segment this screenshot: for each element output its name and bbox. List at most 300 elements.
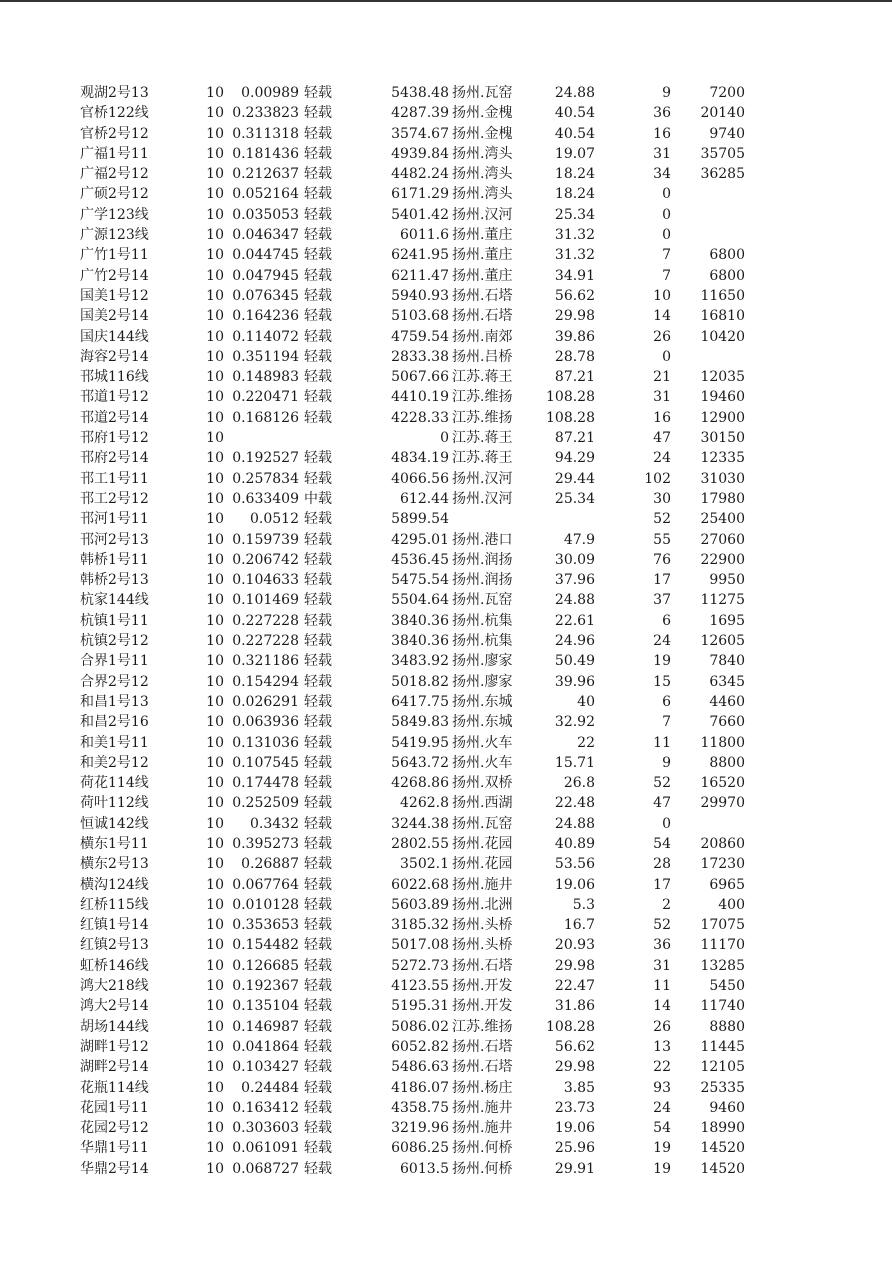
- value-cell: 6086.25: [391, 1140, 449, 1157]
- line-name-cell: 华鼎2号14: [80, 1160, 149, 1177]
- count-cell: 17: [653, 572, 671, 589]
- line-name-cell: 和美1号11: [80, 734, 149, 751]
- capacity-cell: 4460: [709, 693, 745, 710]
- length-cell: 22.47: [554, 978, 595, 995]
- table-row: [0, 1138, 892, 1158]
- length-cell: 34.91: [554, 267, 595, 284]
- line-name-cell: 和昌1号13: [80, 693, 149, 710]
- load-status-cell: 轻载: [304, 227, 332, 244]
- location-cell: 扬州.杨庄: [452, 1079, 513, 1096]
- load-status-cell: 轻载: [304, 835, 332, 852]
- load-rate-cell: 0.159739: [232, 531, 299, 548]
- length-cell: 25.34: [554, 206, 595, 223]
- value-cell: 5940.93: [391, 287, 449, 304]
- table-row: [0, 306, 892, 326]
- load-status-cell: 轻载: [304, 348, 332, 365]
- capacity-cell: 30150: [700, 430, 745, 447]
- load-rate-cell: 0.353653: [232, 917, 299, 934]
- value-cell: 6011.6: [400, 227, 449, 244]
- value-cell: 5018.82: [391, 673, 449, 690]
- voltage-cell: 10: [206, 227, 224, 244]
- value-cell: 4066.56: [391, 470, 449, 487]
- voltage-cell: 10: [206, 815, 224, 832]
- location-cell: 扬州.头桥: [452, 937, 513, 954]
- count-cell: 54: [653, 835, 671, 852]
- capacity-cell: 11445: [700, 1038, 745, 1055]
- count-cell: 16: [653, 125, 671, 142]
- voltage-cell: 10: [206, 206, 224, 223]
- count-cell: 54: [653, 1120, 671, 1137]
- load-status-cell: 轻载: [304, 470, 332, 487]
- load-status-cell: 轻载: [304, 308, 332, 325]
- count-cell: 52: [653, 511, 671, 528]
- table-row: [0, 205, 892, 225]
- table-row: [0, 895, 892, 915]
- load-status-cell: 轻载: [304, 633, 332, 650]
- table-row: [0, 773, 892, 793]
- count-cell: 15: [653, 673, 671, 690]
- length-cell: 3.85: [563, 1079, 595, 1096]
- value-cell: 4410.19: [391, 389, 449, 406]
- load-rate-cell: 0.192367: [232, 978, 299, 995]
- location-cell: 扬州.吕桥: [452, 348, 513, 365]
- line-name-cell: 邗河2号13: [80, 531, 149, 548]
- count-cell: 102: [644, 470, 671, 487]
- value-cell: 4186.07: [391, 1079, 449, 1096]
- voltage-cell: 10: [206, 1038, 224, 1055]
- voltage-cell: 10: [206, 612, 224, 629]
- value-cell: 4358.75: [391, 1099, 449, 1116]
- capacity-cell: 6800: [709, 267, 745, 284]
- location-cell: 扬州.西湖: [452, 795, 513, 812]
- voltage-cell: 10: [206, 348, 224, 365]
- location-cell: 扬州.火车: [452, 734, 513, 751]
- length-cell: 19.07: [554, 145, 595, 162]
- capacity-cell: 12900: [700, 409, 745, 426]
- length-cell: 31.32: [554, 247, 595, 264]
- line-name-cell: 横东1号11: [80, 835, 149, 852]
- location-cell: 扬州.金槐: [452, 125, 513, 142]
- line-name-cell: 邗工1号11: [80, 470, 149, 487]
- location-cell: 扬州.廖家: [452, 653, 513, 670]
- line-name-cell: 湖畔1号12: [80, 1038, 149, 1055]
- count-cell: 37: [653, 592, 671, 609]
- table-row: [0, 733, 892, 753]
- location-cell: 江苏.维扬: [452, 409, 513, 426]
- load-rate-cell: 0.010128: [232, 896, 299, 913]
- table-row: [0, 976, 892, 996]
- table-row: [0, 1098, 892, 1118]
- line-name-cell: 花园1号11: [80, 1099, 149, 1116]
- table-row: [0, 428, 892, 448]
- load-status-cell: 轻载: [304, 795, 332, 812]
- table-row: [0, 1037, 892, 1057]
- table-row: [0, 590, 892, 610]
- location-cell: 扬州.火车: [452, 754, 513, 771]
- load-rate-cell: 0.24484: [241, 1079, 299, 1096]
- value-cell: 6211.47: [391, 267, 449, 284]
- voltage-cell: 10: [206, 430, 224, 447]
- load-rate-cell: 0.154294: [232, 673, 299, 690]
- load-rate-cell: 0.3432: [250, 815, 299, 832]
- load-rate-cell: 0.233823: [232, 105, 299, 122]
- load-rate-cell: 0.063936: [232, 714, 299, 731]
- count-cell: 11: [653, 734, 671, 751]
- location-cell: 扬州.开发: [452, 978, 513, 995]
- length-cell: 20.93: [554, 937, 595, 954]
- length-cell: 31.86: [554, 998, 595, 1015]
- length-cell: 29.98: [554, 957, 595, 974]
- capacity-cell: 20860: [700, 835, 745, 852]
- table-row: [0, 367, 892, 387]
- load-rate-cell: 0.227228: [232, 612, 299, 629]
- value-cell: 5438.48: [391, 85, 449, 101]
- length-cell: 108.28: [546, 1018, 595, 1035]
- voltage-cell: 10: [206, 1079, 224, 1096]
- table-row: [0, 347, 892, 367]
- length-cell: 29.44: [554, 470, 595, 487]
- line-name-cell: 杭镇1号11: [80, 612, 149, 629]
- capacity-cell: 6345: [709, 673, 745, 690]
- count-cell: 7: [662, 247, 671, 264]
- line-name-cell: 和美2号12: [80, 754, 149, 771]
- load-rate-cell: 0.303603: [232, 1120, 299, 1137]
- line-name-cell: 广竹1号11: [80, 247, 149, 264]
- length-cell: 24.88: [554, 815, 595, 832]
- line-name-cell: 鸿大2号14: [80, 998, 149, 1015]
- load-rate-cell: 0.076345: [232, 287, 299, 304]
- load-status-cell: 轻载: [304, 754, 332, 771]
- capacity-cell: 13285: [700, 957, 745, 974]
- voltage-cell: 10: [206, 592, 224, 609]
- capacity-cell: 25400: [700, 511, 745, 528]
- table-row: [0, 124, 892, 144]
- line-name-cell: 红桥115线: [80, 896, 149, 913]
- capacity-cell: 7840: [709, 653, 745, 670]
- load-rate-cell: 0.164236: [232, 308, 299, 325]
- table-row: [0, 854, 892, 874]
- load-status-cell: 轻载: [304, 267, 332, 284]
- line-name-cell: 湖畔2号14: [80, 1059, 149, 1076]
- count-cell: 22: [653, 1059, 671, 1076]
- length-cell: 30.09: [554, 551, 595, 568]
- value-cell: 4834.19: [391, 450, 449, 467]
- capacity-cell: 22900: [700, 551, 745, 568]
- load-rate-cell: 0.041864: [232, 1038, 299, 1055]
- count-cell: 47: [653, 795, 671, 812]
- capacity-cell: 11275: [700, 592, 745, 609]
- load-status-cell: 轻载: [304, 815, 332, 832]
- value-cell: 3185.32: [391, 917, 449, 934]
- voltage-cell: 10: [206, 775, 224, 792]
- load-status-cell: 轻载: [304, 328, 332, 345]
- load-rate-cell: 0.174478: [232, 775, 299, 792]
- location-cell: 江苏.蒋王: [452, 450, 513, 467]
- location-cell: 扬州.汉河: [452, 490, 513, 507]
- load-status-cell: 轻载: [304, 1099, 332, 1116]
- load-status-cell: 轻载: [304, 978, 332, 995]
- value-cell: 0: [440, 430, 449, 447]
- location-cell: 扬州.开发: [452, 998, 513, 1015]
- length-cell: 56.62: [554, 1038, 595, 1055]
- line-name-cell: 合界2号12: [80, 673, 149, 690]
- location-cell: 扬州.湾头: [452, 145, 513, 162]
- voltage-cell: 10: [206, 511, 224, 528]
- line-name-cell: 国美2号14: [80, 308, 149, 325]
- load-status-cell: 轻载: [304, 937, 332, 954]
- value-cell: 2802.55: [391, 835, 449, 852]
- line-name-cell: 合界1号11: [80, 653, 149, 670]
- table-row: [0, 550, 892, 570]
- load-rate-cell: 0.148983: [232, 369, 299, 386]
- voltage-cell: 10: [206, 166, 224, 183]
- load-rate-cell: 0.068727: [232, 1160, 299, 1177]
- load-rate-cell: 0.633409: [232, 490, 299, 507]
- load-status-cell: 轻载: [304, 247, 332, 264]
- load-rate-cell: 0.114072: [232, 328, 299, 345]
- line-name-cell: 广福2号12: [80, 166, 149, 183]
- count-cell: 19: [653, 1140, 671, 1157]
- length-cell: 25.34: [554, 490, 595, 507]
- value-cell: 5603.89: [391, 896, 449, 913]
- load-status-cell: 轻载: [304, 876, 332, 893]
- table-row: [0, 692, 892, 712]
- value-cell: 6052.82: [391, 1038, 449, 1055]
- location-cell: 扬州.东城: [452, 693, 513, 710]
- location-cell: 扬州.汉河: [452, 206, 513, 223]
- load-rate-cell: 0.252509: [232, 795, 299, 812]
- length-cell: 40: [577, 693, 595, 710]
- location-cell: 扬州.金槐: [452, 105, 513, 122]
- length-cell: 23.73: [554, 1099, 595, 1116]
- voltage-cell: 10: [206, 572, 224, 589]
- table-row: [0, 144, 892, 164]
- capacity-cell: 31030: [700, 470, 745, 487]
- value-cell: 5643.72: [391, 754, 449, 771]
- load-rate-cell: 0.044745: [232, 247, 299, 264]
- value-cell: 4228.33: [391, 409, 449, 426]
- line-name-cell: 广竹2号14: [80, 267, 149, 284]
- line-name-cell: 鸿大218线: [80, 978, 149, 995]
- count-cell: 7: [662, 714, 671, 731]
- length-cell: 24.88: [554, 592, 595, 609]
- load-status-cell: 轻载: [304, 653, 332, 670]
- value-cell: 4123.55: [391, 978, 449, 995]
- load-rate-cell: 0.220471: [232, 389, 299, 406]
- line-name-cell: 华鼎1号11: [80, 1140, 149, 1157]
- value-cell: 3840.36: [391, 612, 449, 629]
- length-cell: 40.54: [554, 105, 595, 122]
- voltage-cell: 10: [206, 85, 224, 101]
- load-rate-cell: 0.168126: [232, 409, 299, 426]
- load-status-cell: 轻载: [304, 511, 332, 528]
- load-rate-cell: 0.257834: [232, 470, 299, 487]
- line-name-cell: 广福1号11: [80, 145, 149, 162]
- line-name-cell: 韩桥2号13: [80, 572, 149, 589]
- voltage-cell: 10: [206, 998, 224, 1015]
- load-rate-cell: 0.181436: [232, 145, 299, 162]
- voltage-cell: 10: [206, 754, 224, 771]
- line-name-cell: 杭家144线: [80, 592, 149, 609]
- value-cell: 4536.45: [391, 551, 449, 568]
- value-cell: 3219.96: [391, 1120, 449, 1137]
- count-cell: 0: [662, 186, 671, 203]
- capacity-cell: 17980: [700, 490, 745, 507]
- load-status-cell: 轻载: [304, 125, 332, 142]
- capacity-cell: 5450: [709, 978, 745, 995]
- value-cell: 5401.42: [391, 206, 449, 223]
- capacity-cell: 9950: [709, 572, 745, 589]
- location-cell: 扬州.瓦窑: [452, 815, 513, 832]
- value-cell: 5486.63: [391, 1059, 449, 1076]
- location-cell: 扬州.瓦窑: [452, 85, 513, 101]
- length-cell: 87.21: [554, 430, 595, 447]
- table-row: [0, 793, 892, 813]
- line-name-cell: 邗府1号12: [80, 430, 149, 447]
- length-cell: 37.96: [554, 572, 595, 589]
- count-cell: 6: [662, 693, 671, 710]
- load-status-cell: 轻载: [304, 572, 332, 589]
- line-name-cell: 邗道1号12: [80, 389, 149, 406]
- load-status-cell: 轻载: [304, 287, 332, 304]
- voltage-cell: 10: [206, 795, 224, 812]
- load-rate-cell: 0.135104: [232, 998, 299, 1015]
- count-cell: 47: [653, 430, 671, 447]
- load-rate-cell: 0.154482: [232, 937, 299, 954]
- table-row: [0, 530, 892, 550]
- voltage-cell: 10: [206, 693, 224, 710]
- voltage-cell: 10: [206, 450, 224, 467]
- voltage-cell: 10: [206, 247, 224, 264]
- location-cell: 扬州.花园: [452, 856, 513, 873]
- voltage-cell: 10: [206, 896, 224, 913]
- line-name-cell: 国美1号12: [80, 287, 149, 304]
- location-cell: 扬州.杭集: [452, 633, 513, 650]
- load-rate-cell: 0.192527: [232, 450, 299, 467]
- location-cell: 扬州.双桥: [452, 775, 513, 792]
- count-cell: 0: [662, 348, 671, 365]
- location-cell: 扬州.湾头: [452, 186, 513, 203]
- voltage-cell: 10: [206, 186, 224, 203]
- load-rate-cell: 0.104633: [232, 572, 299, 589]
- count-cell: 26: [653, 328, 671, 345]
- load-status-cell: 轻载: [304, 186, 332, 203]
- length-cell: 22.61: [554, 612, 595, 629]
- value-cell: 4939.84: [391, 145, 449, 162]
- line-name-cell: 广硕2号12: [80, 186, 149, 203]
- load-status-cell: 中载: [304, 490, 332, 507]
- load-status-cell: 轻载: [304, 896, 332, 913]
- line-name-cell: 国庆144线: [80, 328, 149, 345]
- spreadsheet-table: [0, 83, 892, 1179]
- location-cell: 江苏.维扬: [452, 1018, 513, 1035]
- voltage-cell: 10: [206, 409, 224, 426]
- length-cell: 29.91: [554, 1160, 595, 1177]
- table-row: [0, 164, 892, 184]
- line-name-cell: 韩桥1号11: [80, 551, 149, 568]
- count-cell: 9: [662, 85, 671, 101]
- table-row: [0, 570, 892, 590]
- capacity-cell: 17230: [700, 856, 745, 873]
- length-cell: 15.71: [554, 754, 595, 771]
- load-status-cell: 轻载: [304, 612, 332, 629]
- load-rate-cell: 0.067764: [232, 876, 299, 893]
- load-rate-cell: 0.351194: [232, 348, 299, 365]
- line-name-cell: 广学123线: [80, 206, 149, 223]
- capacity-cell: 11170: [700, 937, 745, 954]
- location-cell: 扬州.北洲: [452, 896, 513, 913]
- load-rate-cell: 0.047945: [232, 267, 299, 284]
- count-cell: 36: [653, 105, 671, 122]
- load-status-cell: 轻载: [304, 714, 332, 731]
- load-rate-cell: 0.206742: [232, 551, 299, 568]
- length-cell: 87.21: [554, 369, 595, 386]
- table-row: [0, 915, 892, 935]
- load-rate-cell: 0.227228: [232, 633, 299, 650]
- location-cell: 扬州.董庄: [452, 227, 513, 244]
- line-name-cell: 邗工2号12: [80, 490, 149, 507]
- value-cell: 5504.64: [391, 592, 449, 609]
- line-name-cell: 花瓶114线: [80, 1079, 149, 1096]
- capacity-cell: 12035: [700, 369, 745, 386]
- length-cell: 94.29: [554, 450, 595, 467]
- top-border-line: [0, 0, 892, 2]
- count-cell: 19: [653, 1160, 671, 1177]
- capacity-cell: 400: [718, 896, 745, 913]
- table-row: [0, 225, 892, 245]
- location-cell: 扬州.瓦窑: [452, 592, 513, 609]
- table-row: [0, 814, 892, 834]
- capacity-cell: 11800: [700, 734, 745, 751]
- voltage-cell: 10: [206, 267, 224, 284]
- length-cell: 39.96: [554, 673, 595, 690]
- value-cell: 612.44: [400, 490, 449, 507]
- capacity-cell: 18990: [700, 1120, 745, 1137]
- value-cell: 5103.68: [391, 308, 449, 325]
- count-cell: 14: [653, 308, 671, 325]
- value-cell: 5419.95: [391, 734, 449, 751]
- voltage-cell: 10: [206, 876, 224, 893]
- voltage-cell: 10: [206, 105, 224, 122]
- length-cell: 19.06: [554, 876, 595, 893]
- table-row: [0, 834, 892, 854]
- capacity-cell: 7660: [709, 714, 745, 731]
- value-cell: 3574.67: [391, 125, 449, 142]
- location-cell: 扬州.廖家: [452, 673, 513, 690]
- load-rate-cell: 0.321186: [232, 653, 299, 670]
- count-cell: 16: [653, 409, 671, 426]
- load-rate-cell: 0.163412: [232, 1099, 299, 1116]
- load-rate-cell: 0.026291: [232, 693, 299, 710]
- voltage-cell: 10: [206, 531, 224, 548]
- location-cell: 扬州.石塔: [452, 287, 513, 304]
- load-rate-cell: 0.131036: [232, 734, 299, 751]
- load-rate-cell: 0.061091: [232, 1140, 299, 1157]
- capacity-cell: 11650: [700, 287, 745, 304]
- location-cell: 扬州.何桥: [452, 1140, 513, 1157]
- load-status-cell: 轻载: [304, 917, 332, 934]
- load-rate-cell: 0.00989: [241, 85, 299, 101]
- voltage-cell: 10: [206, 1099, 224, 1116]
- line-name-cell: 广源123线: [80, 227, 149, 244]
- location-cell: 扬州.润扬: [452, 551, 513, 568]
- count-cell: 52: [653, 775, 671, 792]
- table-row: [0, 448, 892, 468]
- load-rate-cell: 0.26887: [241, 856, 299, 873]
- capacity-cell: 19460: [700, 389, 745, 406]
- length-cell: 28.78: [554, 348, 595, 365]
- value-cell: 5475.54: [391, 572, 449, 589]
